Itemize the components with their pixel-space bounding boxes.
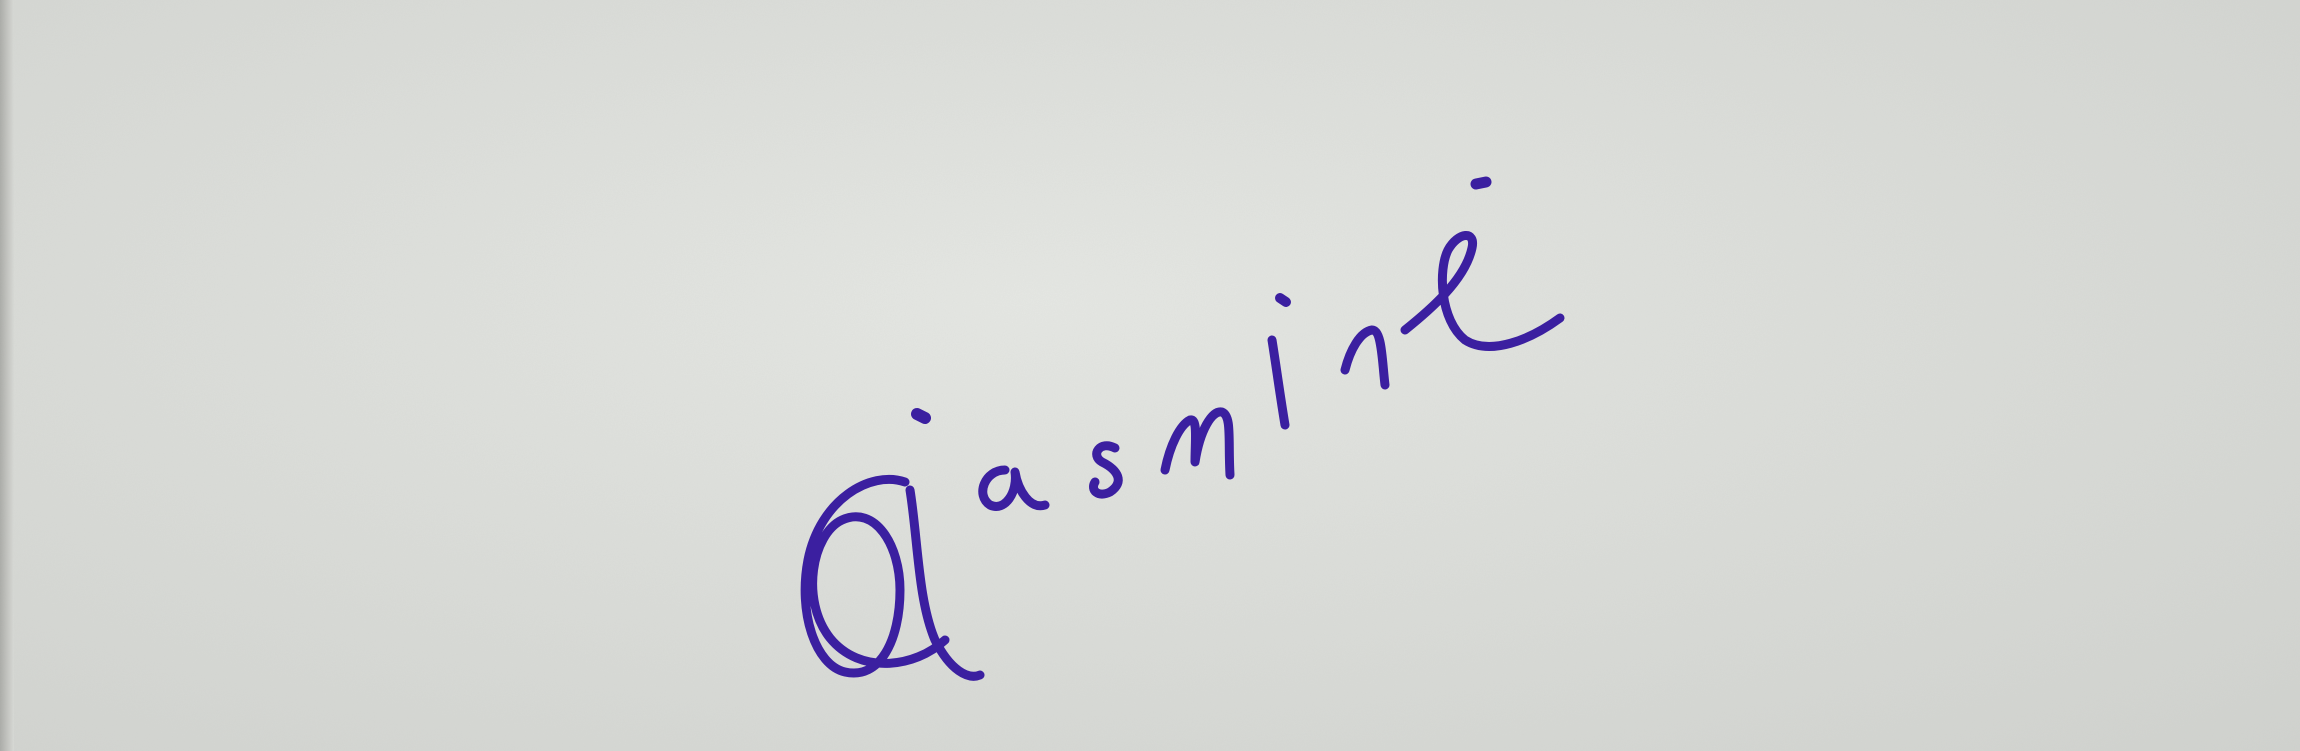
- signature-dot-3: [1476, 182, 1486, 184]
- signature-letter-e: [1405, 235, 1560, 346]
- signature-letter-a: [983, 470, 1045, 506]
- signature-letter-i: [1272, 340, 1285, 425]
- signature-letter-n: [1345, 330, 1385, 385]
- signature-letter-j-tail: [910, 490, 980, 676]
- signature-strokes: [805, 182, 1560, 676]
- signature-letter-s: [1093, 446, 1118, 494]
- signature-dot-1: [917, 414, 925, 418]
- signature-letter-m: [1165, 412, 1230, 475]
- signature-dot-2: [1280, 298, 1286, 302]
